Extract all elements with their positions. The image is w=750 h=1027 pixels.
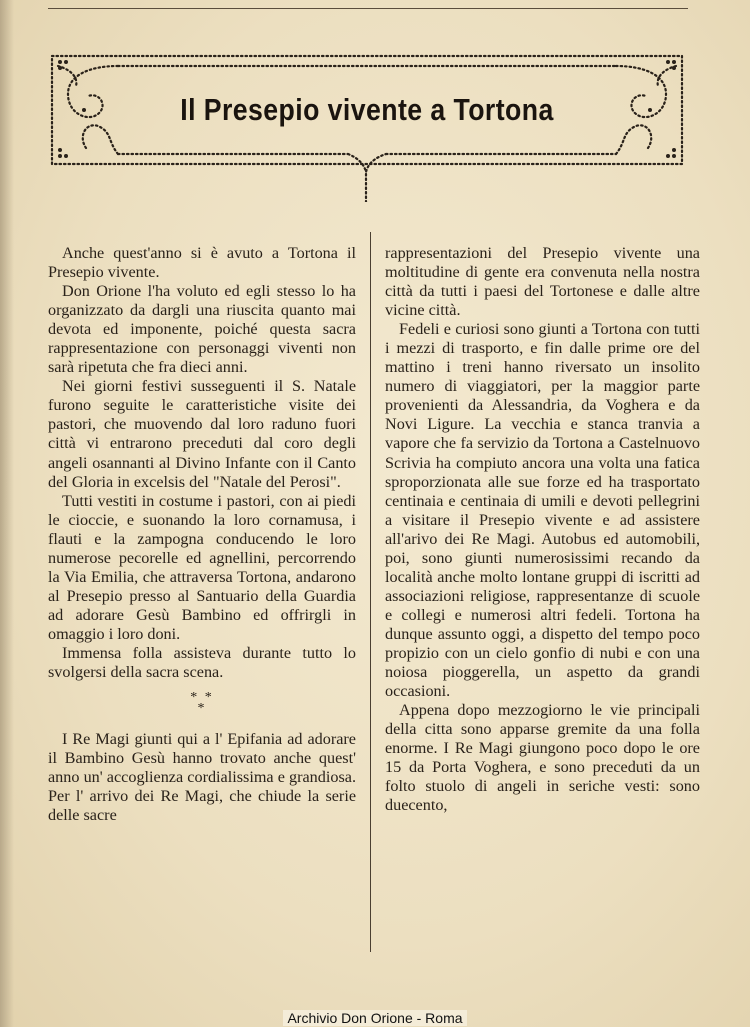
column-divider — [370, 232, 371, 952]
top-rule — [48, 8, 688, 9]
paragraph: Tutti vestiti in costume i pastori, con ai piedi le cioccie, e suonando la loro cornamusa, i flauti e la zampogna conducendo le loro numerose pecorelle ed agnellini, percorrendo la Via Emilia, che attraversa Tortona, andarono al Presepio presso al Santuario della Guardia ad adorare Gesù Bambino ed offrirgli in omaggio i loro doni. — [48, 491, 356, 643]
paragraph: I Re Magi giunti qui a l' Epifania ad adorare il Bambino Gesù hanno trovato anche quest' anno un' accoglienza cordialissima e grandiosa. Per l' arrivo dei Re Magi, che chiude la serie delle sacre — [48, 730, 356, 825]
paragraph: Immensa folla assisteva durante tutto lo svolgersi della sacra scena. — [48, 643, 356, 682]
page-binding-shadow — [0, 0, 14, 1027]
archive-label: Archivio Don Orione - Roma — [283, 1010, 466, 1026]
paragraph: Nei giorni festivi susseguenti il S. Natale furono seguite le caratteristiche visite dei pastori, che muovendo dal loro raduno fuori città vi entrarono preceduti dal coro degli angeli osannanti al Divino Infante con il Canto del Gloria in excelsis del "Natale del Perosi". — [48, 377, 356, 491]
right-column — [385, 244, 700, 815]
asterism-separator: * * * — [190, 690, 214, 717]
paragraph: rappresentazioni del Presepio vivente una moltitudine di gente era convenuta nella nostra città da tutti i paesi del Tortonese e dalle altre vicine città. — [385, 244, 700, 320]
paragraph: Appena dopo mezzogiorno le vie principali della citta sono apparse gremite da una folla enorme. I Re Magi giungono poco dopo le ore 15 da Porta Voghera, e sono preceduti da un folto stuolo di angeli in seriche vesti: sono duecento, — [385, 701, 700, 815]
title-frame — [48, 52, 686, 172]
article-title: Il Presepio vivente a Tortona — [180, 92, 554, 127]
paragraph: Anche quest'anno si è avuto a Tortona il Presepio vivente. — [48, 244, 356, 282]
paragraph: Fedeli e curiosi sono giunti a Tortona con tutti i mezzi di trasporto, e fin dalle prime ore del mattino i treni hanno riversato un insolito numero di viaggiatori, per la maggior parte provenienti da Alessandria, da Voghera e da Novi Ligure. La vecchia e stanca tranvia a vapore che fa servizio da Tortona a Castelnuovo Scrivia ha compiuto ancora una volta una fatica sproporzionata alle sue forze ed ha trasportato centinaia e centinaia di umili e devoti pellegrini a visitare il Presepio vivente e ad assistere all'arivo dei Re Magi. Autobus ed automobili, poi, sono giunti numerosissimi recando da località anche molto lontane gruppi di iscritti ad associazioni religiose, rappresentanze di scuole e collegi e numerosi altri fedeli. Tortona ha dunque assunto oggi, a dispetto del tempo poco propizio con un cielo gonfio di nubi e con una noiosa pioggerella, un aspetto da grandi occasioni. — [385, 320, 700, 701]
paragraph: Don Orione l'ha voluto ed egli stesso lo ha organizzato da dargli una riuscita quanto mai devota ed imponente, poiché questa sacra rappresentazione con personaggi viventi non sarà ripetuta che fra dieci anni. — [48, 282, 356, 377]
left-column — [48, 244, 356, 825]
archive-footer — [0, 1010, 750, 1026]
